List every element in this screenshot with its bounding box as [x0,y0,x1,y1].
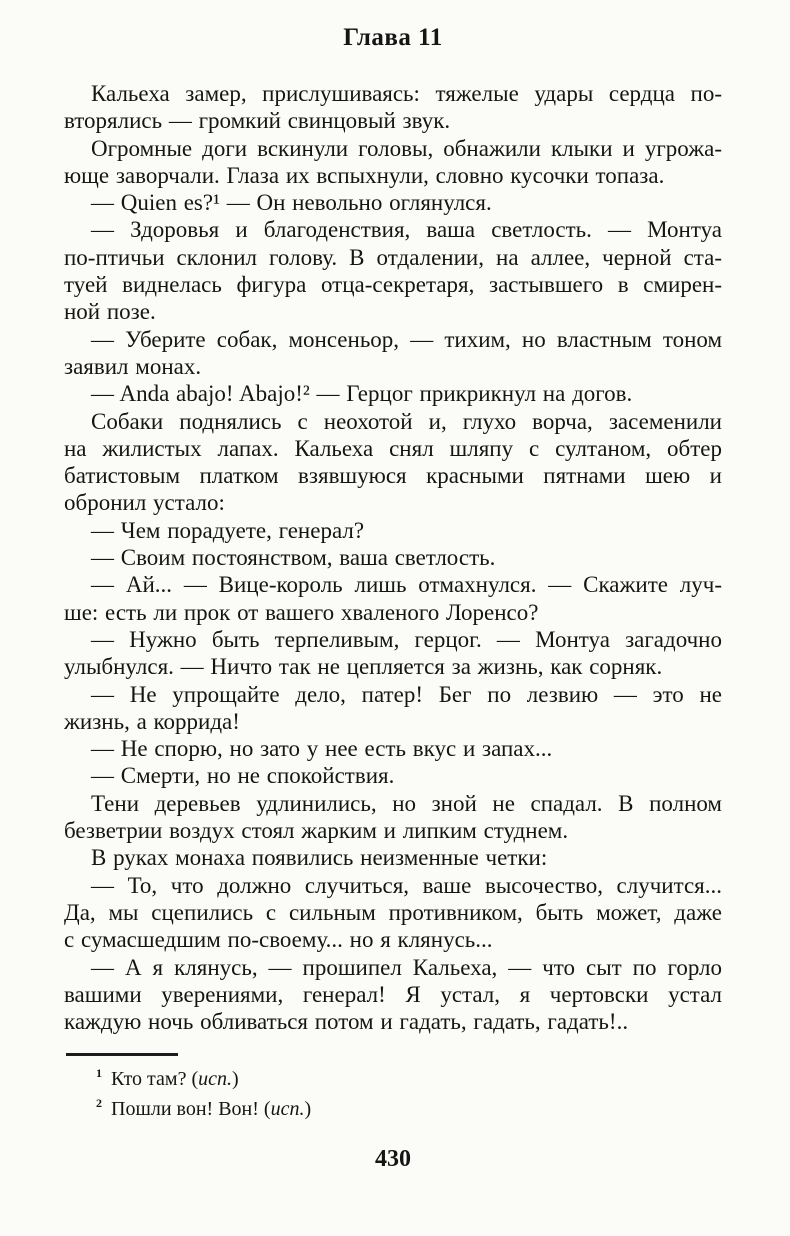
text-line: — Не упрощайте дело, патер! Бег по лезвию — это не [91,681,722,707]
footnote [96,1064,696,1094]
text-line: безветрии воздух стоял жарким и липким студнем. [64,818,569,844]
footnote-lang-note: исп. [198,1068,232,1090]
text-line: туей виднелась фигура отца-секретаря, застывшего в смирен- [64,272,722,298]
text-line: ше: есть ли прок от вашего хваленого Лоренсо? [64,599,539,625]
text-line: — А я клянусь, — прошипел Кальеха, — что сыт по горло [91,954,722,980]
footnote-marker: 2 [96,1096,102,1111]
text-line: Собаки поднялись с неохотой и, глухо ворча, засеменили [91,408,722,434]
footnote-lang-note: исп. [270,1098,305,1120]
text-line: В руках монаха появились неизменные четки: [91,845,548,871]
footnote-separator [66,1053,178,1056]
text-line: Огромные доги вскинули головы, обнажили клыки и угрожа- [91,135,722,161]
text-line: — Своим постоянством, ваша светлость. [91,545,496,571]
text-line: Кальеха замер, прислушиваясь: тяжелые удары сердца по- [91,81,722,106]
page-text [64,80,722,1035]
text-line: батистовым платком взявшуюся красными пятнами шею и [64,463,722,489]
text-line: — Quien es?¹ — Он невольно оглянулся. [91,190,492,216]
text-line: — Ай... — Вице-король лишь отмахнулся. — Скажите луч- [91,572,722,598]
text-line: по-птичьи склонил голову. В отдалении, на аллее, черной ста- [64,244,722,270]
page-number: 430 [375,1146,411,1172]
text-line: вторялись — громкий свинцовый звук. [64,108,451,134]
text-line: — Чем порадуете, генерал? [91,517,365,543]
text-line: жизнь, а коррида! [64,708,240,734]
text-line: — Здоровья и благоденствия, ваша светлость. — Монтуа [91,217,722,243]
text-line: — То, что должно случиться, ваше высочество, случится... [91,872,722,898]
text-line: заявил монах. [64,353,202,379]
footnote-text: Пошли вон! Вон! ( [111,1098,271,1120]
text-line: с сумасшедшим по-своему... но я клянусь... [64,927,493,953]
text-line: обронил устало: [64,490,225,516]
footnote-text: Кто там? ( [111,1068,199,1090]
footnotes [96,1064,696,1124]
footnote [96,1094,696,1124]
text-line: улыбнулся. — Ничто так не цепляется за жизнь, как сорняк. [64,654,663,680]
text-line: — Уберите собак, монсеньор, — тихим, но властным тоном [91,326,722,352]
text-line: — Смерти, но не спокойствия. [91,763,395,789]
text-line: — Anda abajo! Abajo!² — Герцог прикрикнул на догов. [91,381,633,407]
text-line: Да, мы сцепились с сильным противником, быть может, даже [64,899,722,925]
text-line: Тени деревьев удлинились, но зной не спадал. В полном [91,790,722,816]
footnote-marker: 1 [96,1066,102,1081]
footnote-text-close: ) [304,1098,312,1120]
text-line: — Не спорю, но зато у нее есть вкус и запах... [91,736,553,762]
text-line: каждую ночь обливаться потом и гадать, гадать, гадать!.. [64,1009,629,1035]
text-line: вашими уверениями, генерал! Я устал, я чертовски устал [64,981,722,1007]
text-line: юще заворчали. Глаза их вспыхнули, словно кусочки топаза. [64,162,665,188]
text-line: ной позе. [64,299,156,325]
text-line: на жилистых лапах. Кальеха снял шляпу с султаном, обтер [64,435,722,461]
footnote-text-close: ) [232,1068,239,1090]
chapter-heading: Глава 11 [343,24,443,51]
text-line: — Нужно быть терпеливым, герцог. — Монтуа загадочно [91,626,722,652]
